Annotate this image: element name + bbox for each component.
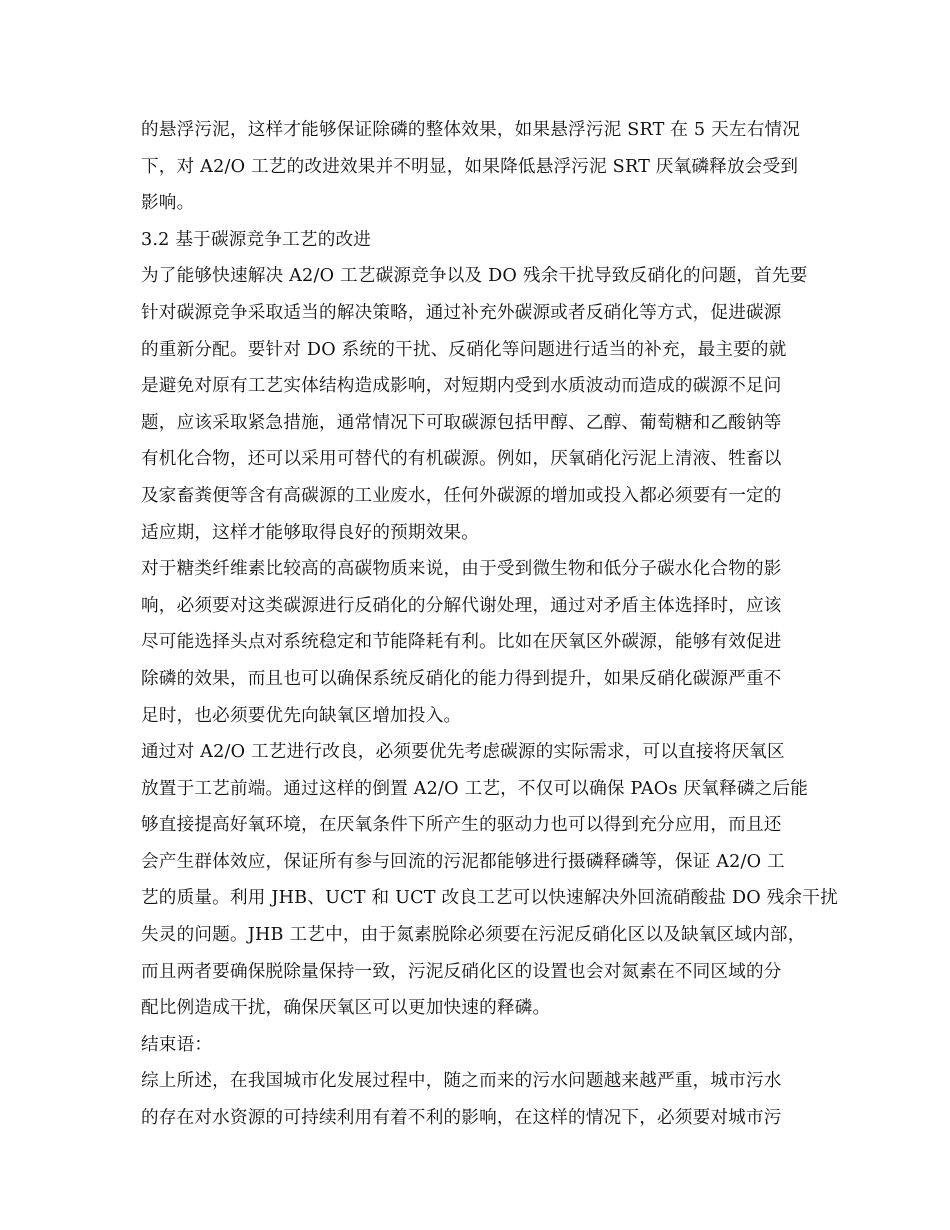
text-line: 而且两者要确保脱除量保持一致，污泥反硝化区的设置也会对氮素在不同区域的分: [141, 961, 782, 982]
text-line: 综上所述，在我国城市化发展过程中，随之而来的污水问题越来越严重，城市污水: [141, 1071, 782, 1092]
text-line: 为了能够快速解决 A2/O 工艺碳源竞争以及 DO 残余干扰导致反硝化的问题，首先要: [141, 266, 808, 287]
text-line: 响，必须要对这类碳源进行反硝化的分解代谢处理，通过对矛盾主体选择时，应该: [141, 595, 782, 616]
text-line: 配比例造成干扰，确保厌氧区可以更加快速的释磷。: [141, 998, 551, 1019]
section-heading: 3.2 基于碳源竞争工艺的改进: [141, 229, 372, 250]
text-line: 的存在对水资源的可持续利用有着不利的影响，在这样的情况下，必须要对城市污: [141, 1108, 782, 1129]
text-line: 的悬浮污泥，这样才能够保证除磷的整体效果，如果悬浮污泥 SRT 在 5 天左右情况: [141, 120, 801, 140]
text-line: 对于糖类纤维素比较高的高碳物质来说，由于受到微生物和低分子碳水化合物的影: [141, 559, 782, 580]
text-line: 艺的质量。利用 JHB、UCT 和 UCT 改良工艺可以快速解决外回流硝酸盐 DO 残余干扰: [141, 888, 838, 909]
text-line: 下，对 A2/O 工艺的改进效果并不明显，如果降低悬浮污泥 SRT 厌氧磷释放会受到: [141, 156, 799, 177]
document-body: [141, 112, 838, 1137]
text-line: 针对碳源竞争采取适当的解决策略，通过补充外碳源或者反硝化等方式，促进碳源: [141, 302, 782, 323]
text-line: 适应期，这样才能够取得良好的预期效果。: [141, 522, 480, 543]
text-line: 题，应该采取紧急措施，通常情况下可取碳源包括甲醇、乙醇、葡萄糖和乙酸钠等: [141, 412, 782, 433]
text-line: 影响。: [141, 193, 195, 214]
text-line: 有机化合物，还可以采用可替代的有机碳源。例如，厌氧硝化污泥上清液、牲畜以: [141, 449, 782, 470]
text-line: 尽可能选择头点对系统稳定和节能降耗有利。比如在厌氧区外碳源，能够有效促进: [141, 632, 782, 653]
text-line: 及家畜粪便等含有高碳源的工业废水，任何外碳源的增加或投入都必须要有一定的: [141, 485, 782, 506]
text-line: 会产生群体效应，保证所有参与回流的污泥都能够进行摄磷释磷等，保证 A2/O 工: [141, 851, 785, 872]
text-line: 失灵的问题。JHB 工艺中，由于氮素脱除必须要在污泥反硝化区以及缺氧区域内部，: [141, 925, 806, 946]
text-line: 的重新分配。要针对 DO 系统的干扰、反硝化等问题进行适当的补充，最主要的就: [141, 339, 787, 360]
text-line: 足时，也必须要优先向缺氧区增加投入。: [141, 705, 462, 726]
text-line: 通过对 A2/O 工艺进行改良，必须要优先考虑碳源的实际需求，可以直接将厌氧区: [141, 742, 785, 763]
text-line: 是避免对原有工艺实体结构造成影响，对短期内受到水质波动而造成的碳源不足问: [141, 376, 782, 397]
conclusion-heading: 结束语：: [141, 1034, 213, 1055]
text-line: 够直接提高好氧环境，在厌氧条件下所产生的驱动力也可以得到充分应用，而且还: [141, 815, 782, 836]
text-line: 放置于工艺前端。通过这样的倒置 A2/O 工艺，不仅可以确保 PAOs 厌氧释磷之后能: [141, 778, 809, 799]
text-line: 除磷的效果，而且也可以确保系统反硝化的能力得到提升，如果反硝化碳源严重不: [141, 668, 782, 689]
